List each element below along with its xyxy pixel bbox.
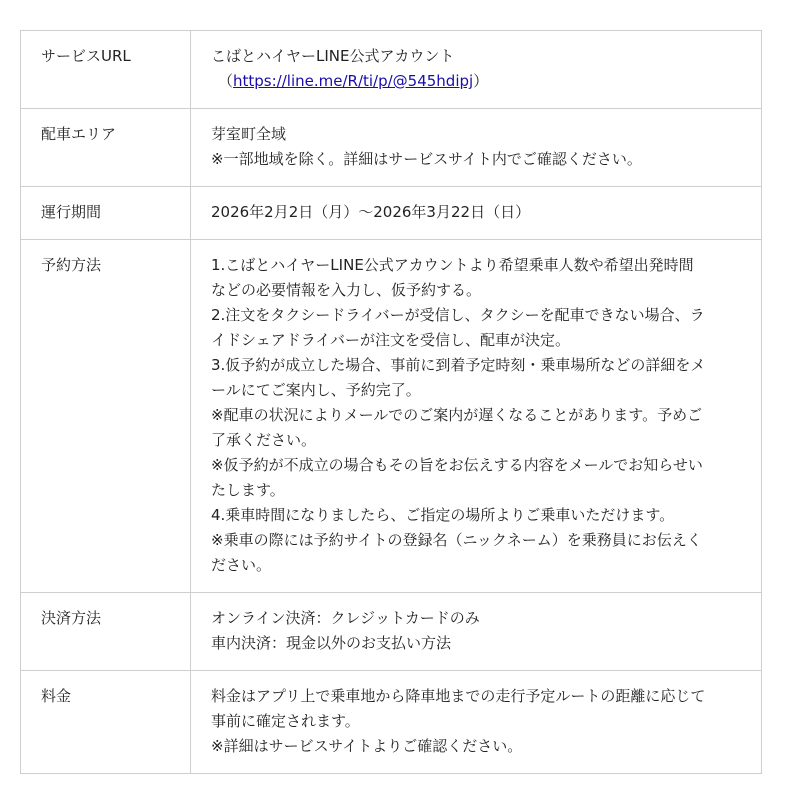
value-line: イドシェアドライバーが注文を受信し、配車が決定。 [211, 331, 570, 349]
value-line: こばとハイヤーLINE公式アカウント [211, 47, 455, 65]
value-line: 1.こばとハイヤーLINE公式アカウントより希望乗車人数や希望出発時間 [211, 256, 694, 274]
row-label: 配車エリア [21, 109, 191, 187]
row-label: 料金 [21, 671, 191, 774]
row-label: 運行期間 [21, 187, 191, 240]
row-value [191, 593, 762, 671]
value-line: ※乗車の際には予約サイトの登録名（ニックネーム）を乗務員にお伝えく [211, 531, 702, 549]
value-line: 3.仮予約が成立した場合、事前に到着予定時刻・乗車場所などの詳細をメ [211, 356, 706, 374]
row-label: 予約方法 [21, 240, 191, 593]
value-line: オンライン決済：クレジットカードのみ [211, 609, 480, 627]
row-label: サービスURL [21, 31, 191, 109]
table-row [21, 31, 762, 109]
row-label: 決済方法 [21, 593, 191, 671]
value-line: ※配車の状況によりメールでのご案内が遅くなることがあります。予めご [211, 406, 703, 424]
value-line: ださい。 [211, 556, 272, 574]
value-line: ※詳細はサービスサイトよりご確認ください。 [211, 737, 523, 755]
value-line: 2026年2月2日（月）～2026年3月22日（日） [211, 203, 531, 221]
value-line: 事前に確定されます。 [211, 712, 360, 730]
row-value [191, 187, 762, 240]
table-row [21, 240, 762, 593]
table-row [21, 109, 762, 187]
value-line: 芽室町全域 [211, 125, 287, 143]
value-line: 4.乗車時間になりましたら、ご指定の場所よりご乗車いただけます。 [211, 506, 675, 524]
row-value [191, 671, 762, 774]
value-line: 料金はアプリ上で乗車地から降車地までの走行予定ルートの距離に応じて [211, 687, 706, 705]
row-value [191, 240, 762, 593]
value-line: 2.注文をタクシードライバーが受信し、タクシーを配車できない場合、ラ [211, 306, 705, 324]
value-line: ※一部地域を除く。詳細はサービスサイト内でご確認ください。 [211, 150, 642, 168]
value-line: などの必要情報を入力し、仮予約する。 [211, 281, 482, 299]
table-row [21, 187, 762, 240]
value-line: 車内決済：現金以外のお支払い方法 [211, 634, 452, 652]
value-line: ールにてご案内し、予約完了。 [211, 381, 421, 399]
row-value [191, 109, 762, 187]
value-line: たします。 [211, 481, 285, 499]
table-row [21, 671, 762, 774]
value-line: ※仮予約が不成立の場合もその旨をお伝えする内容をメールでお知らせい [211, 456, 703, 474]
line-account-link[interactable]: https://line.me/R/ti/p/@545hdipj [233, 72, 474, 90]
url-line [211, 69, 739, 94]
row-value [191, 31, 762, 109]
url-open-paren: （ [218, 72, 234, 90]
table-row [21, 593, 762, 671]
value-line: 了承ください。 [211, 431, 317, 449]
service-info-table [20, 30, 762, 774]
url-close-paren: ） [473, 72, 489, 90]
